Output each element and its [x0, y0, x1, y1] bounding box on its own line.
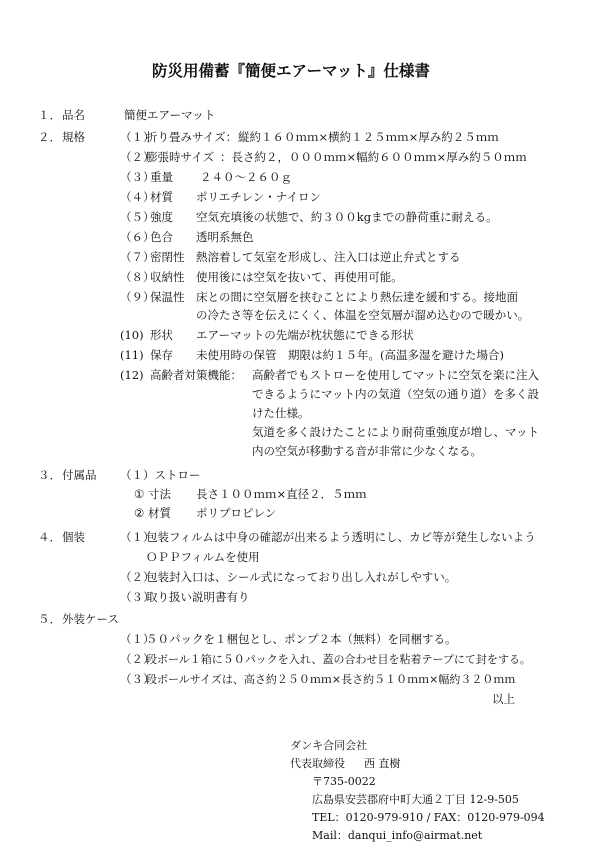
spec-9-value-line1: 床との間に空気層を挟むことにより熱伝達を緩和する。接地面	[196, 290, 518, 304]
representative-name: 西 直樹	[364, 757, 401, 770]
spec-12-label: 高齢者対策機能：	[150, 368, 242, 382]
accessory-item: （１）ストロー	[120, 468, 201, 482]
case-2-num: （２）	[120, 652, 155, 666]
spec-9-label: 保温性	[150, 290, 185, 304]
packaging-1-text-line1: 包装フィルムは中身の確認が出来るよう透明にし、カビ等が発生しないよう	[146, 530, 536, 544]
email: Mail：danqui_info@airmat.net	[312, 829, 483, 842]
spec-6-num: （６）	[120, 230, 155, 244]
packaging-2-num: （２）	[120, 570, 155, 584]
spec-10-label: 形状	[150, 328, 173, 342]
section-4-label: 個装	[62, 530, 85, 544]
accessory-sub2-value: ポリプロピレン	[196, 506, 277, 520]
section-5-label: 外装ケース	[62, 612, 119, 626]
case-1-text: ５０パックを１梱包とし、ポンプ２本（無料）を同梱する。	[146, 632, 457, 646]
spec-10-value: エアーマットの先端が枕状態にできる形状	[196, 328, 414, 342]
section-5-number: ５．	[38, 612, 61, 626]
tel-fax: TEL：0120-979-910 / FAX：0120-979-094	[312, 811, 545, 824]
spec-12-value-line5: 内の空気が移動する音が非常に少なくなる。	[252, 444, 482, 458]
packaging-2-text: 包装封入口は、シール式になっており出し入れがしやすい。	[146, 570, 457, 584]
spec-9-num: （９）	[120, 290, 155, 304]
packaging-3-text: 取り扱い説明書有り	[146, 590, 250, 604]
spec-11-label: 保存	[150, 348, 173, 362]
address: 広島県安芸郡府中町大通２丁目 12-9-505	[312, 793, 519, 806]
accessory-sub1-num: ①	[134, 487, 145, 501]
spec-11-num: (11)	[120, 348, 144, 362]
case-2-text: 段ボール１箱に５０パックを入れ、蓋の合わせ目を粘着テープにて封をする。	[146, 653, 531, 666]
spec-7-value: 熱溶着して気室を形成し、注入口は逆止弁式とする	[196, 250, 461, 264]
spec-7-num: （７）	[120, 250, 155, 264]
product-name: 簡便エアーマット	[124, 108, 216, 122]
spec-5-num: （５）	[120, 210, 155, 224]
company-name: ダンキ合同会社	[290, 739, 368, 752]
accessory-sub1-value: 長さ１００ｍｍ×直径２．５ｍｍ	[196, 487, 367, 501]
spec-12-value-line1: 高齢者でもストローを使用してマットに空気を楽に注入	[252, 368, 540, 382]
spec-3-value: ２４０～２６０ｇ	[200, 170, 292, 184]
case-1-num: （１）	[120, 632, 155, 646]
spec-5-value: 空気充填後の状態で、約３００kgまでの静荷重に耐える。	[196, 210, 498, 224]
spec-2-value: ：長さ約２，０００ｍｍ×幅約６００ｍｍ×厚み約５０ｍｍ	[220, 150, 527, 164]
spec-6-label: 色合	[150, 230, 173, 244]
section-3-label: 付属品	[62, 468, 97, 482]
spec-6-value: 透明系無色	[196, 230, 254, 244]
accessory-sub1-label: 寸法	[148, 487, 171, 501]
packaging-3-num: （３）	[120, 590, 155, 604]
spec-3-num: （３）	[120, 170, 155, 184]
case-3-num: （３）	[120, 672, 155, 686]
spec-8-value: 使用後には空気を抜いて、再使用可能。	[196, 270, 403, 284]
spec-7-label: 密閉性	[150, 250, 185, 264]
spec-8-num: （８）	[120, 270, 155, 284]
section-2-number: ２．	[38, 130, 61, 144]
spec-11-value: 未使用時の保管 期限は約１５年。(高温多湿を避けた場合)	[196, 348, 504, 362]
postal-code: 〒735-0022	[312, 775, 376, 788]
document-title: 防災用備蓄『簡便エアーマット』仕様書	[152, 62, 430, 80]
spec-3-label: 重量	[150, 170, 173, 184]
spec-4-num: （４）	[120, 190, 155, 204]
representative-title: 代表取締役	[290, 757, 345, 770]
spec-5-label: 強度	[150, 210, 173, 224]
spec-10-num: (10)	[120, 328, 144, 342]
spec-8-label: 収納性	[150, 270, 185, 284]
section-4-number: ４．	[38, 530, 61, 544]
spec-4-value: ポリエチレン・ナイロン	[196, 190, 321, 204]
spec-1-num: （１）	[120, 130, 155, 144]
accessory-sub2-label: 材質	[148, 506, 171, 520]
section-1-label: 品名	[62, 108, 85, 122]
packaging-1-text-line2: ＯＰＰフィルムを使用	[146, 550, 260, 564]
packaging-1-num: （１）	[120, 530, 155, 544]
spec-1-label: 折り畳みサイズ：	[146, 130, 238, 144]
spec-12-value-line3: けた仕様。	[252, 406, 310, 420]
spec-2-num: （２）	[120, 150, 155, 164]
spec-1-value: 縦約１６０ｍｍ×横約１２５ｍｍ×厚み約２５ｍｍ	[238, 130, 499, 144]
ijo-closing: 以上	[492, 692, 515, 706]
spec-12-value-line2: できるようにマット内の気道（空気の通り道）を多く設	[252, 387, 540, 401]
accessory-sub2-num: ②	[134, 506, 145, 520]
case-3-text: 段ボールサイズは、高さ約２５０ｍｍ×長さ約５１０ｍｍ×幅約３２０ｍｍ	[146, 673, 516, 686]
spec-12-num: (12)	[120, 368, 144, 382]
spec-4-label: 材質	[150, 190, 173, 204]
section-2-label: 規格	[62, 130, 85, 144]
section-1-number: １．	[38, 108, 61, 122]
spec-12-value-line4: 気道を多く設けたことにより耐荷重強度が増し、マット	[252, 425, 540, 439]
spec-9-value-line2: の冷たさ等を伝えにくく、体温を空気層が溜め込むので暖かい。	[196, 308, 530, 322]
section-3-number: ３．	[38, 468, 61, 482]
spec-2-label: 膨張時サイズ	[146, 150, 215, 164]
